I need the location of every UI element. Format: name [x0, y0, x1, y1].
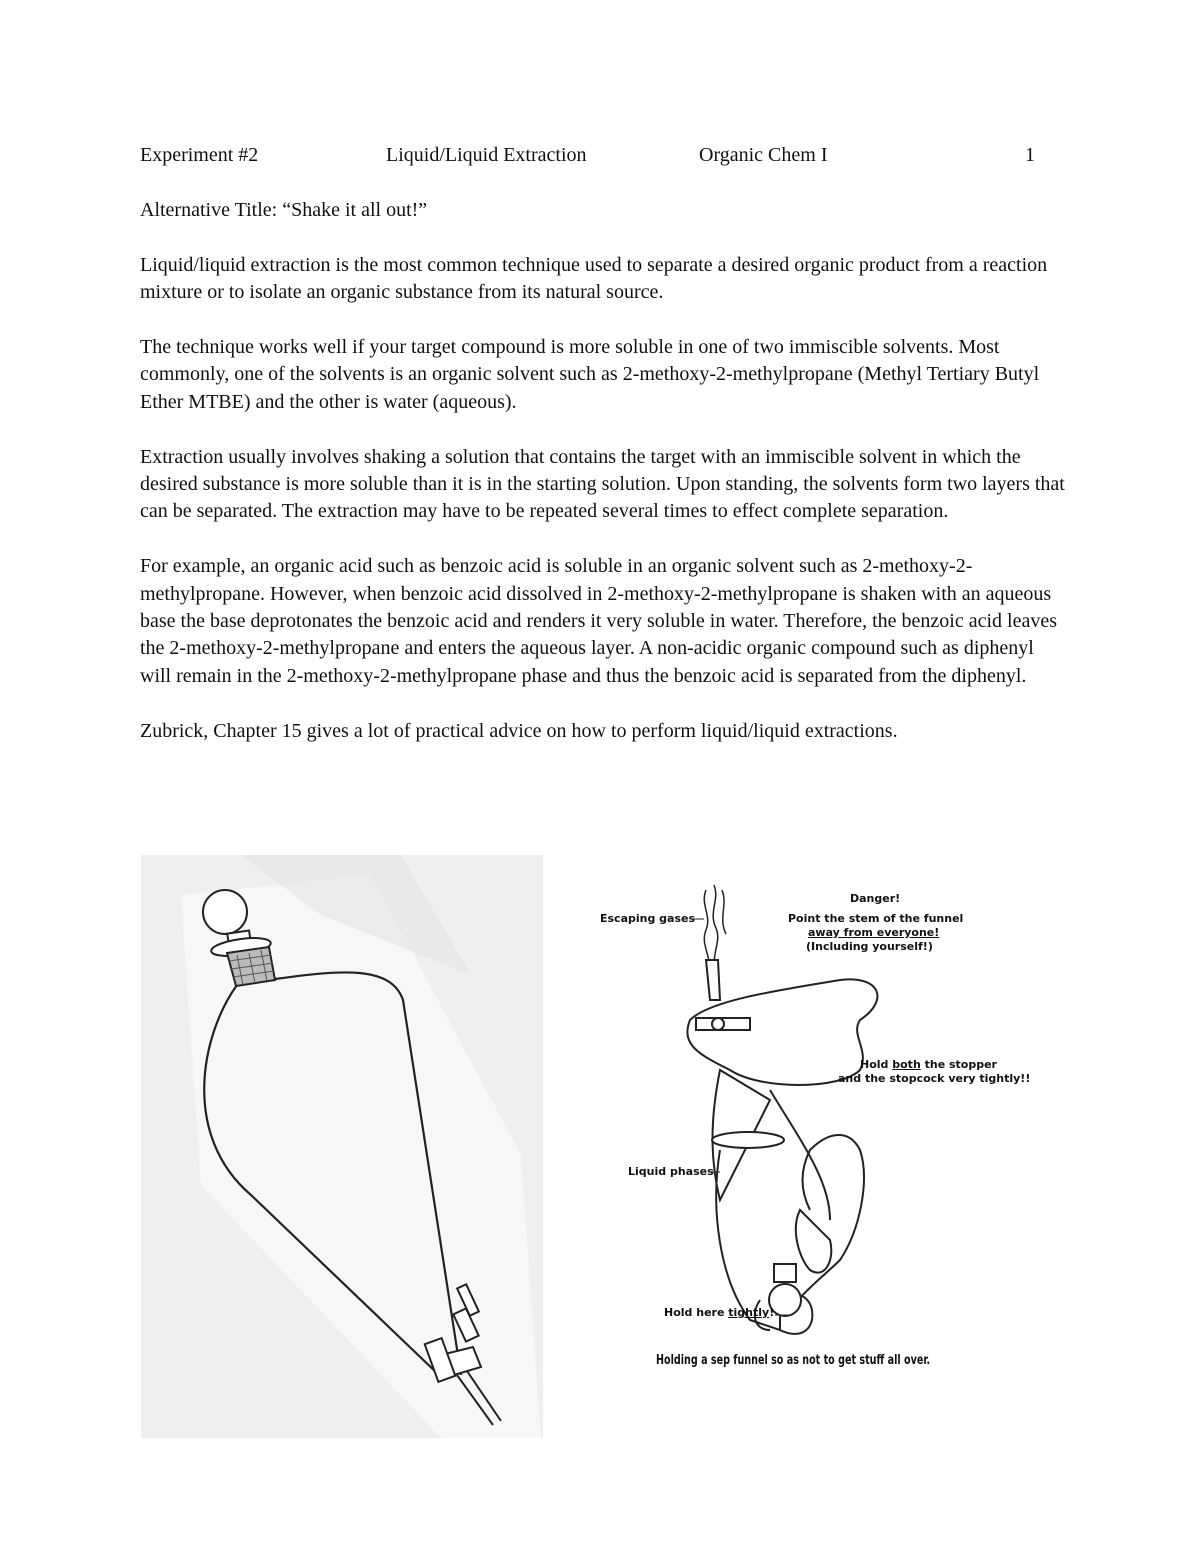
away-from-everyone-label: away from everyone! — [808, 926, 940, 939]
paragraph-intro: Liquid/liquid extraction is the most common technique used to separate a desired organic product from a reaction mixture or to isolate an organic substance from its natural source. — [140, 253, 1048, 304]
paragraph-reference: Zubrick, Chapter 15 gives a lot of practical advice on how to perform liquid/liquid extractions. — [140, 719, 898, 742]
page-header — [140, 144, 1035, 172]
liquid-phases-label: Liquid phases — [628, 1165, 714, 1178]
stopcock-tight-label: and the stopcock very tightly!! — [838, 1072, 1031, 1085]
course-name: Organic Chem I — [699, 144, 828, 166]
paragraph-extraction: Extraction usually involves shaking a solution that contains the target with an immiscible solvent in which the desired substance is more soluble than it is in the starting solution. Upon standing, the solvents form two layers that can be separated. The extraction may have to be repeated several times to effect complete separation. — [140, 445, 1065, 523]
body-text — [140, 197, 1065, 772]
experiment-title: Liquid/Liquid Extraction — [386, 144, 587, 166]
page-number: 1 — [1025, 144, 1035, 166]
paragraph-example: For example, an organic acid such as benzoic acid is soluble in an organic solvent such as 2-methoxy-2-methylpropane. However, when benzoic acid dissolved in 2-methoxy-2-methylpropane is shaken with an aqueous base the base deprotonates the benzoic acid and renders it very soluble in water. Therefore, the benzoic acid leaves the 2-methoxy-2-methylpropane and enters the aqueous layer. A non-acidic organic compound such as diphenyl will remain in the 2-methoxy-2-methylpropane phase and thus the benzoic acid is separated from the diphenyl. — [140, 555, 1058, 687]
experiment-number: Experiment #2 — [140, 144, 259, 166]
including-yourself-label: (Including yourself!) — [806, 940, 933, 953]
figure-caption: Holding a sep funnel so as not to get stuff all over. — [656, 1353, 931, 1368]
point-stem-label: Point the stem of the funnel — [788, 912, 964, 925]
hold-here-label: Hold here tightly! — [664, 1306, 775, 1319]
escaping-gases-label: Escaping gases — [600, 912, 696, 925]
hold-both-label: Hold both the stopper — [860, 1058, 997, 1071]
paragraph-technique: The technique works well if your target compound is more soluble in one of two immiscible solvents. Most commonly, one of the solvents is an organic solvent such as 2-methoxy-2-methylpropane (Methyl Tertiary Butyl Ether MTBE) and the other is water (aqueous). — [140, 336, 1040, 413]
separatory-funnel-figure — [141, 855, 543, 1438]
danger-label: Danger! — [850, 892, 901, 905]
venting-funnel-figure — [560, 860, 1060, 1390]
alternative-title: Alternative Title: “Shake it all out!” — [140, 199, 428, 221]
